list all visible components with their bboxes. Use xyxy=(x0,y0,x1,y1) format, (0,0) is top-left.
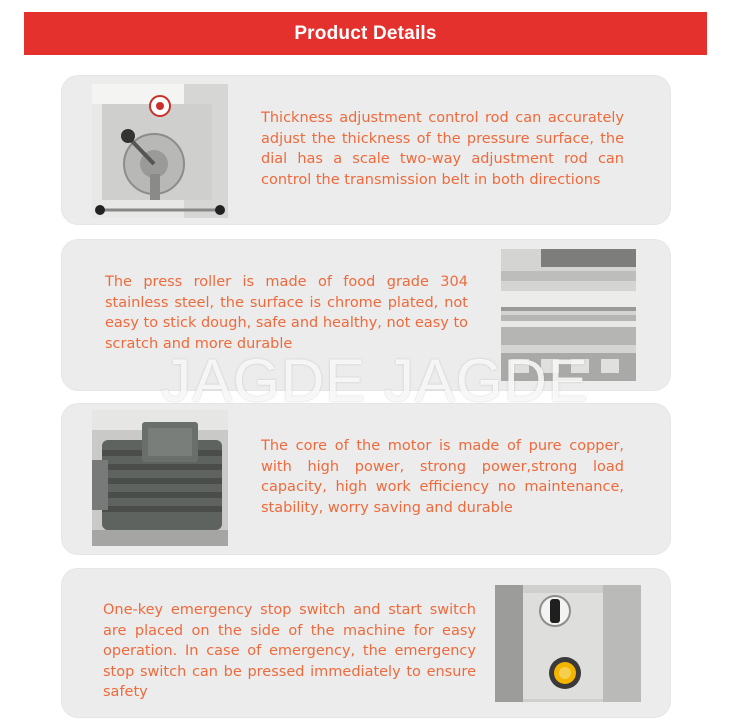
thickness-dial-photo xyxy=(92,84,228,218)
motor-photo xyxy=(92,410,228,546)
feature-text-emergency-switch: One-key emergency stop switch and start switch are placed on the side of the machine for easy operation. In case of emergency, the emergency stop switch can be pressed immediately to ensure safety xyxy=(103,602,476,701)
press-roller-photo xyxy=(501,249,636,381)
emergency-switch-photo xyxy=(495,585,641,702)
product-details-banner xyxy=(24,12,707,55)
feature-text-motor: The core of the motor is made of pure copper, with high power, strong power,strong load capacity, high work efficiency no maintenance, stability, worry saving and durable xyxy=(261,438,624,516)
page-title: Product Details xyxy=(294,22,437,44)
feature-text-press-roller: The press roller is made of food grade 304 stainless steel, the surface is chrome plated, not easy to stick dough, safe and healthy, not easy to scratch and more durable xyxy=(105,274,468,352)
watermark: JAGDE JAGDE xyxy=(161,347,589,414)
feature-text-thickness: Thickness adjustment control rod can accurately adjust the thickness of the pressure surface, the dial has a scale two-way adjustment rod can control the transmission belt in both directions xyxy=(261,110,624,188)
